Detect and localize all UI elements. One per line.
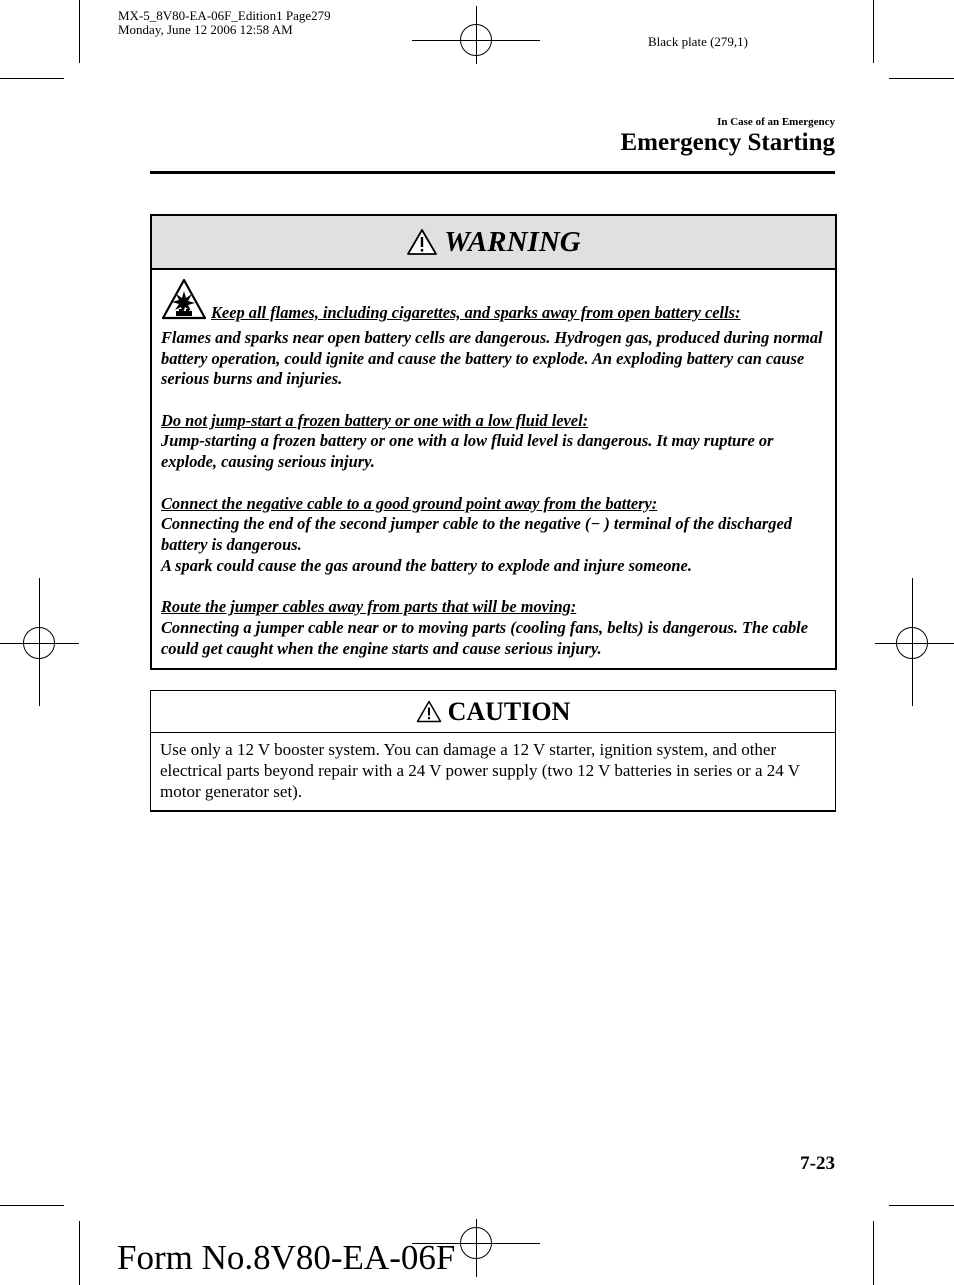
- crop-mark: [889, 78, 954, 79]
- warning-item: [161, 278, 826, 390]
- warning-item: [161, 411, 826, 473]
- warning-item-body: Connecting a jumper cable near or to moving parts (cooling fans, belts) is dangerous. The cable could get caught when the engine starts and cause serious injury.: [161, 618, 808, 658]
- caution-body: Use only a 12 V booster system. You can damage a 12 V starter, ignition system, and other electrical parts beyond repair with a 24 V power supply (two 12 V batteries in series or a 24 V motor generator set).: [160, 740, 800, 801]
- warning-item-body: Connecting the end of the second jumper cable to the negative (− ) terminal of the discharged battery is dangerous.: [161, 514, 792, 555]
- caution-header: [151, 691, 835, 733]
- warning-body: [152, 270, 835, 668]
- warning-box: [150, 214, 837, 670]
- warning-header: [152, 216, 835, 270]
- print-file-name: MX-5_8V80-EA-06F_Edition1 Page279: [118, 8, 331, 23]
- plate-label: Black plate (279,1): [648, 34, 748, 49]
- crop-mark: [79, 1221, 80, 1285]
- warning-item-heading: Connect the negative cable to a good ground point away from the battery:: [161, 493, 658, 513]
- warning-title: WARNING: [444, 225, 581, 258]
- caution-title: CAUTION: [447, 696, 571, 726]
- caution-box: [150, 690, 836, 812]
- warning-triangle-icon: [416, 700, 442, 723]
- warning-item-heading: Keep all flames, including cigarettes, and sparks away from open battery cells:: [211, 303, 741, 322]
- explosion-hazard-icon: [161, 278, 207, 328]
- warning-triangle-icon: [406, 228, 438, 256]
- print-timestamp: Monday, June 12 2006 12:58 AM: [118, 22, 293, 37]
- warning-item: [161, 494, 826, 577]
- crop-mark: [0, 78, 64, 79]
- page-title: Emergency Starting: [620, 129, 835, 156]
- warning-item-heading: Do not jump-start a frozen battery or one with a low fluid level:: [161, 410, 589, 430]
- print-info: [118, 9, 331, 37]
- warning-item-heading: Route the jumper cables away from parts that will be moving:: [161, 597, 577, 617]
- section-name: In Case of an Emergency: [717, 116, 835, 128]
- crop-mark: [889, 1205, 954, 1206]
- crop-mark: [873, 1221, 874, 1285]
- crop-mark: [79, 0, 80, 63]
- page-number: 7-23: [800, 1153, 835, 1174]
- crop-mark: [873, 0, 874, 63]
- warning-item-body: A spark could cause the gas around the battery to explode and injure someone.: [161, 555, 692, 575]
- header-rule: [150, 171, 835, 174]
- warning-item: [161, 597, 826, 659]
- warning-item-body: Jump-starting a frozen battery or one with a low fluid level is dangerous. It may rupture or explode, causing serious injury.: [161, 431, 774, 472]
- crop-mark: [0, 1205, 64, 1206]
- warning-item-body: Flames and sparks near open battery cells are dangerous. Hydrogen gas, produced during normal battery operation, could ignite and cause the battery to explode. An exploding battery can cause serious burns and injuries.: [161, 327, 823, 389]
- form-number: Form No.8V80-EA-06F: [117, 1238, 456, 1277]
